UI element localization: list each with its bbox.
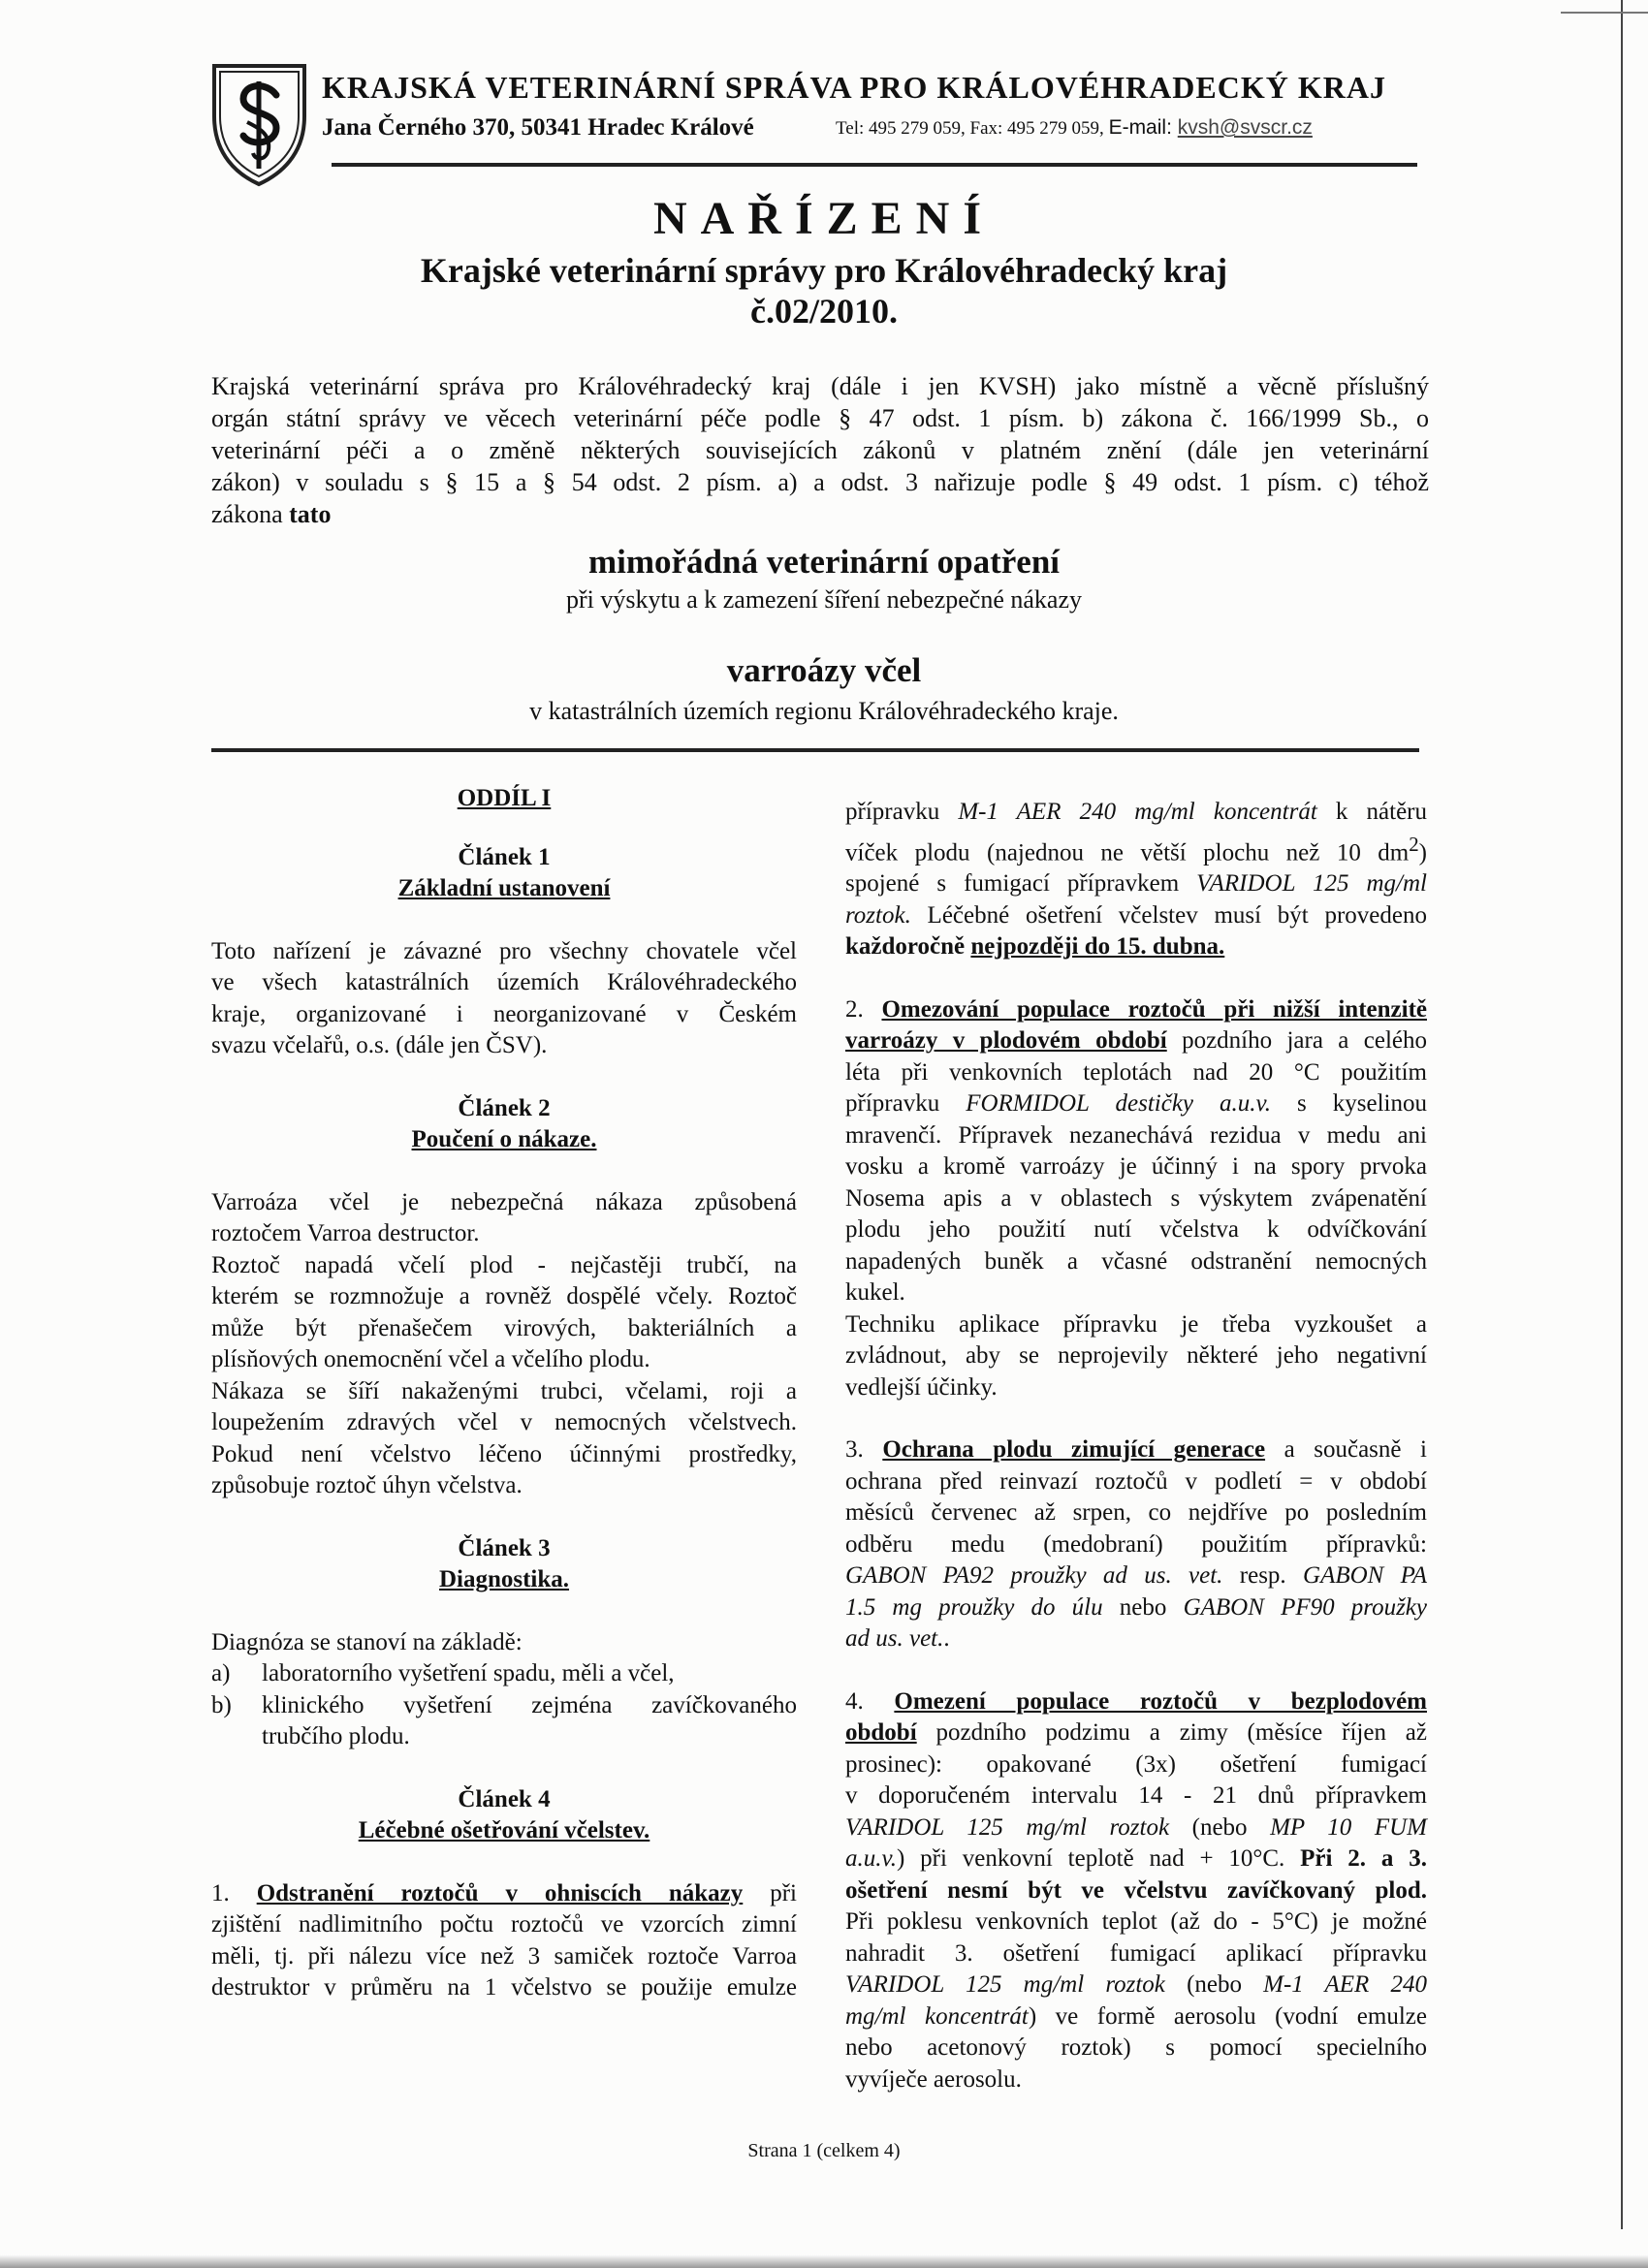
text-fragment: s kyselinou [1271,1090,1427,1118]
text-fragment: spojené s fumigací přípravkem [845,870,1197,898]
text-fragment: ) ve formě aerosolu (vodní emulze [1028,2002,1427,2030]
address-text: Jana Černého 370, 50341 Hradec Králové [322,114,754,141]
text-line: destruktor v průměru na 1 včelstvo se použije emulze [211,1974,797,2000]
text-line: plodu jeho použití nutí včelstva k odvíčkování [845,1216,1427,1244]
text-fragment: každoročně [845,933,971,961]
text-fragment: při [743,1879,797,1906]
text-fragment: a současně i [1265,1436,1427,1464]
intro-line: orgán státní správy ve věcech veterinární péče podle § 47 odst. 1 písm. b) zákona č. 166/1999 Sb., o [211,404,1429,432]
scan-corner-mark [1561,0,1648,14]
product-name: GABON PA [1303,1562,1427,1590]
article-1-name: Základní ustanovení [397,875,611,901]
product-name: ad us. vet. [845,1625,944,1653]
disease-name: varroázy včel [726,651,922,689]
text-line [845,829,1427,869]
text-line: způsobuje roztoč úhyn včelstva. [211,1472,523,1498]
paragraph-3 [845,1434,1427,1655]
paragraph-heading: varroázy v plodovém období [845,1027,1167,1055]
text-line: léta při venkovních teplotách nad 20 °C použitím [845,1058,1427,1086]
paragraph-4 [845,1686,1427,2096]
text-line [845,1434,1427,1466]
right-column [845,797,1427,2095]
region-text: v katastrálních územích regionu Královéhradeckého kraje. [529,697,1119,725]
measures-subtitle: při výskytu a k zamezení šíření nebezpečné nákazy [565,585,1083,614]
text-line: Pokud není včelstvo léčeno účinnými prostředky, [211,1440,797,1467]
product-name: VARIDOL 125 mg/ml roztok [845,1813,1170,1841]
text-line: napadených buněk a včasné odstranění nemocných [845,1247,1427,1275]
product-name: M-1 AER 240 [1263,1971,1427,1999]
text-line [845,1717,1427,1749]
measures-title: mimořádná veterinární opatření [587,543,1061,581]
text-fragment: (nebo [1169,1813,1271,1841]
text-line: Roztoč napadá včelí plod - nejčastěji trubčí, na [211,1251,797,1278]
text-fragment: . [943,1625,950,1653]
text-fragment: k nátěru [1316,799,1428,825]
text-line: zvládnout, aby se neprojevily některé jeho negativní [845,1342,1427,1370]
paragraph-number: 3. [845,1436,883,1464]
product-name: roztok. [845,901,911,929]
text-line [845,1025,1427,1057]
paragraph-number: 2. [845,995,882,1023]
text-line: může být přenašečem virových, bakteriálních a [211,1314,797,1341]
list-text: klinického vyšetření zejména zavíčkovaného [262,1691,797,1718]
text-fragment: resp. [1222,1562,1304,1590]
text-line: Nosema apis a v oblastech s výskytem zvápenatění [845,1184,1427,1212]
text-line: Diagnóza se stanoví na základě: [211,1628,523,1655]
organization-contact [836,116,1313,140]
intro-bold-word: tato [289,500,332,528]
text-fragment: (nebo [1164,1971,1264,1999]
text-line: kraje, organizované i neorganizované v Českém [211,1000,797,1027]
product-name: VARIDOL 125 mg/ml [1196,870,1428,898]
paragraph-1 [211,1878,797,2004]
article-1-text [211,936,797,1062]
text-line: mravenčí. Přípravek nezanechává rezidua v medu ani [845,1121,1427,1149]
product-name: mg/ml koncentrát [845,2002,1029,2030]
text-line [845,868,1427,900]
article-3-text [211,1627,797,1753]
deadline-text: nejpozději do 15. dubna. [970,933,1225,961]
text-line [845,900,1427,932]
text-line [845,1812,1427,1844]
phone-fax-text: Tel: 495 279 059, Fax: 495 279 059, [836,118,1109,139]
document-subtitle: Krajské veterinární správy pro Královéhradecký kraj [420,251,1228,290]
text-line: zjištění nadlimitního počtu roztočů ve vzorcích zimní [211,1911,797,1937]
intro-line: Krajská veterinární správa pro Královéhradecký kraj (dále i jen KVSH) jako místně a věcně příslušný [211,372,1429,400]
text-line: vyvíječe aerosolu. [845,2065,1022,2093]
list-item [211,1690,797,1753]
intro-line: veterinární péči a o změně některých souvisejících zákonů v platném znění (dále jen veterinární [211,436,1429,464]
organization-address [322,114,754,142]
text-line [845,1969,1427,2001]
section-title: ODDÍL I [457,785,552,811]
text-line: Toto nařízení je závazné pro všechny chovatele včel [211,937,797,964]
text-line: roztočem Varroa destructor. [211,1220,480,1246]
paragraph-1-continued [845,797,1427,963]
list-letter: b) [211,1691,232,1718]
paragraph-heading: Odstranění roztočů v ohniscích nákazy [256,1879,744,1906]
product-name: VARIDOL 125 mg/ml roztok [845,1971,1165,1999]
text-line [845,797,1427,829]
text-fragment: přípravku [845,799,959,825]
paragraph-number: 4. [845,1687,895,1715]
text-line: kukel. [845,1279,905,1307]
article-2-text [211,1187,797,1502]
product-name: FORMIDOL destičky a.u.v. [966,1090,1272,1118]
text-line: ochrana před reinvazí roztočů v podletí = v období [845,1467,1427,1495]
paragraph-2 [845,994,1427,1404]
article-3-title: Článek 3 [458,1534,551,1561]
text-line [845,1088,1427,1120]
intro-line-text: zákona [211,500,290,528]
text-line [845,1843,1427,1875]
text-line [845,1592,1427,1624]
text-line: ošetření nesmí být ve včelstvu zavíčkovaný plod. [845,1876,1427,1904]
text-line: Varroáza včel je nebezpečná nákaza způsobená [211,1188,797,1215]
article-3-name: Diagnostika. [438,1566,570,1592]
paragraph-heading: Omezení populace roztočů v bezplodovém [894,1687,1427,1715]
veterinary-caduceus-shield-icon [208,60,310,188]
article-4-name: Léčebné ošetřování včelstev. [358,1817,650,1843]
article-1-title: Článek 1 [458,843,551,870]
left-column [211,783,797,2004]
text-line [845,931,1427,963]
title-divider [211,748,1419,752]
text-line: odběru medu (medobraní) použitím přípravků: [845,1530,1427,1558]
scan-bottom-edge [0,2254,1648,2268]
list-text: trubčího plodu. [262,1723,410,1749]
intro-paragraph [211,370,1429,530]
text-line: svazu včelařů, o.s. (dále jen ČSV). [211,1032,548,1058]
text-line: plísňových onemocnění včel a včelího plodu. [211,1346,650,1372]
text-line [845,1623,1427,1655]
superscript: 2 [1409,832,1419,856]
scan-border-line [1621,0,1623,2229]
text-line: nebo acetonový roztok) s pomocí specielního [845,2034,1427,2062]
paragraph-heading: Ochrana plodu zimující generace [882,1436,1266,1464]
text-line: Techniku aplikace přípravku je třeba vyzkoušet a [845,1310,1427,1338]
header-divider [332,163,1417,167]
email-label: E-mail: [1108,116,1178,139]
text-line: ve všech katastrálních územích Královéhradeckého [211,969,797,995]
text-fragment: pozdního jara a celého [1166,1027,1427,1055]
intro-line [211,498,1429,530]
product-name: MP 10 FUM [1270,1813,1428,1841]
text-line [845,1560,1427,1592]
text-fragment: pozdního podzimu a zimy (měsíce říjen až [916,1719,1427,1747]
text-line: v doporučeném intervalu 14 - 21 dnů přípravkem [845,1782,1427,1810]
document-number: č.02/2010. [750,292,898,331]
article-2-title: Článek 2 [458,1094,551,1121]
product-name: 1.5 mg proužky do úlu [845,1593,1103,1621]
text-line [845,1686,1427,1718]
article-4-title: Článek 4 [458,1785,551,1812]
text-fragment: Léčebné ošetření včelstev musí být provedeno [910,901,1427,929]
product-name: GABON PF90 proužky [1183,1593,1427,1621]
paragraph-number: 1. [211,1879,257,1906]
paragraph-heading: Omezování populace roztočů při nižší intenzitě [881,995,1427,1023]
product-name: GABON PA92 proužky ad us. vet. [845,1562,1223,1590]
document-heading: NAŘÍZENÍ [652,193,996,244]
list-item [211,1658,797,1690]
text-fragment: víček plodu (najednou ne větší plochu než 10 dm [845,838,1410,866]
organization-name: KRAJSKÁ VETERINÁRNÍ SPRÁVA PRO KRÁLOVÉHRADECKÝ KRAJ [322,70,1386,105]
text-line: vedlejší účinky. [845,1373,998,1401]
article-2-name: Poučení o nákaze. [411,1126,597,1152]
text-fragment: nebo [1102,1593,1184,1621]
text-fragment: ) [1418,838,1427,866]
text-fragment: přípravku [845,1090,967,1118]
text-line [845,994,1427,1026]
product-name: M-1 AER 240 mg/ml koncentrát [958,799,1317,825]
bold-text: Při 2. a 3. [1300,1845,1427,1873]
text-line: vosku a kromě varroázy je účinný i na spory prvoka [845,1153,1427,1181]
page-number: Strana 1 (celkem 4) [747,2140,901,2161]
text-line: kterém se rozmnožuje a rovněž dospělé včely. Roztoč [211,1283,797,1309]
text-line [845,2001,1427,2033]
list-text: laboratorního vyšetření spadu, měli a včel, [262,1660,675,1686]
text-line: prosinec): opakované (3x) ošetření fumigací [845,1750,1427,1778]
product-name: a.u.v. [845,1845,897,1873]
text-fragment: ) při venkovní teplotě nad + 10°C. [897,1845,1301,1873]
paragraph-heading: období [845,1719,917,1747]
text-line: měsíců červenec až srpen, co nejdříve po posledním [845,1499,1427,1527]
text-line [211,1878,797,1910]
list-letter: a) [211,1660,231,1686]
text-line: Nákaza se šíří nakaženými trubci, včelami, roji a [211,1377,797,1404]
text-line: nahradit 3. ošetření fumigací aplikací přípravku [845,1939,1427,1967]
text-line: měli, tj. při nálezu více než 3 samiček roztoče Varroa [211,1942,797,1969]
intro-line: zákon) v souladu s § 15 a § 54 odst. 2 písm. a) a odst. 3 nařizuje podle § 49 odst. 1 písm. c) téhož [211,468,1429,496]
text-line: Při poklesu venkovních teplot (až do - 5°C) je možné [845,1908,1427,1936]
text-line: loupežením zdravých včel v nemocných včelstvech. [211,1409,797,1435]
email-link[interactable]: kvsh@svscr.cz [1177,116,1313,139]
